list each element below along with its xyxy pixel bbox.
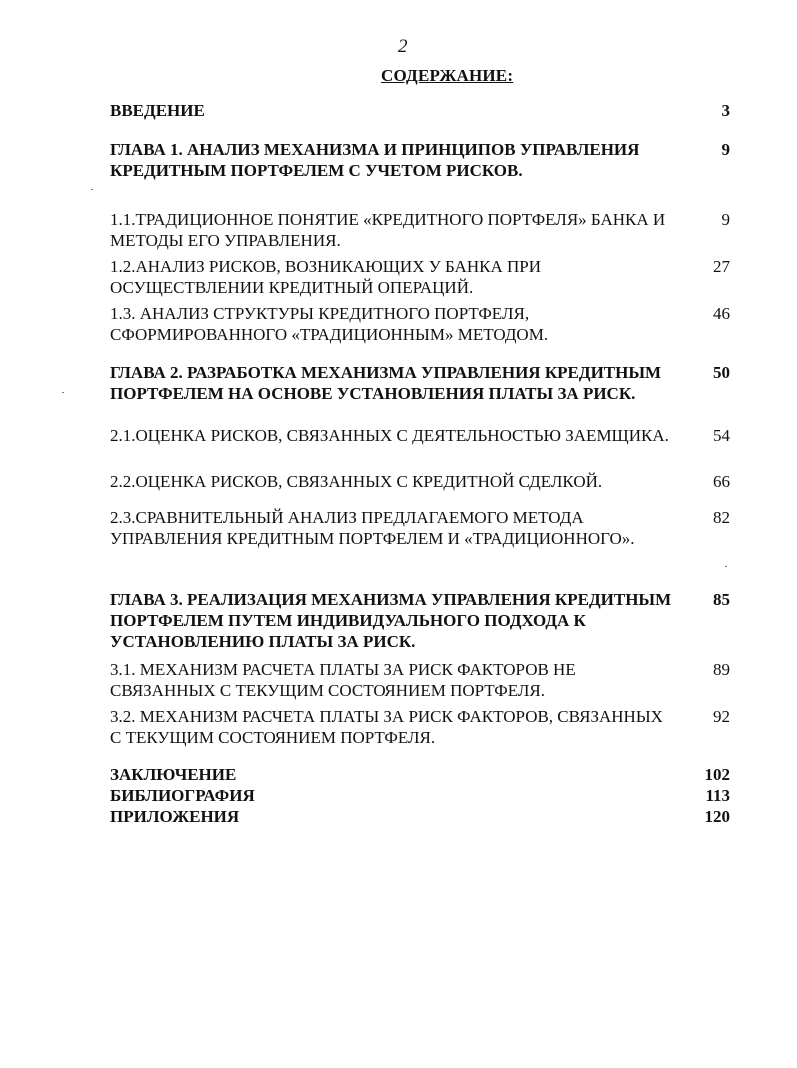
toc-entry-page: 120 (704, 807, 730, 826)
toc-entry-text: 1.3. АНАЛИЗ СТРУКТУРЫ КРЕДИТНОГО ПОРТФЕЛЯ, СФОРМИРОВАННОГО «ТРАДИЦИОННЫМ» МЕТОДОМ. (110, 304, 549, 344)
toc-entry-page: 82 (713, 508, 730, 527)
toc-entry-text: ЗАКЛЮЧЕНИЕ (110, 765, 237, 784)
scan-speck (725, 566, 727, 567)
toc-entry-text: 2.2.ОЦЕНКА РИСКОВ, СВЯЗАННЫХ С КРЕДИТНОЙ СДЕЛКОЙ. (110, 472, 603, 491)
toc-entry-text: 1.1.ТРАДИЦИОННОЕ ПОНЯТИЕ «КРЕДИТНОГО ПОРТФЕЛЯ» БАНКА И МЕТОДЫ ЕГО УПРАВЛЕНИЯ. (110, 210, 666, 250)
toc-entry-page: 9 (721, 210, 730, 229)
toc-entry-page: 92 (713, 707, 730, 726)
scan-speck (62, 392, 64, 393)
toc-entry-page: 89 (713, 660, 730, 679)
toc-entry-text: 1.2.АНАЛИЗ РИСКОВ, ВОЗНИКАЮЩИХ У БАНКА ПРИ ОСУЩЕСТВЛЕНИИ КРЕДИТНЫЙ ОПЕРАЦИЙ. (110, 257, 541, 297)
toc-entry-page: 27 (713, 257, 730, 276)
toc-entry-text: ВВЕДЕНИЕ (110, 101, 205, 120)
toc-entry-text: 2.1.ОЦЕНКА РИСКОВ, СВЯЗАННЫХ С ДЕЯТЕЛЬНОСТЬЮ ЗАЕМЩИКА. (110, 426, 669, 445)
toc-entry-page: 54 (713, 426, 730, 445)
scan-speck (91, 189, 93, 190)
toc-entry-page: 66 (713, 472, 730, 491)
toc-entry-page: 102 (704, 765, 730, 784)
toc-entry-text: 3.2. МЕХАНИЗМ РАСЧЕТА ПЛАТЫ ЗА РИСК ФАКТОРОВ, СВЯЗАННЫХ С ТЕКУЩИМ СОСТОЯНИЕМ ПОРТФЕЛЯ. (110, 707, 663, 747)
toc-entry-page: 85 (713, 590, 730, 609)
toc-entry-page: 113 (705, 786, 730, 805)
toc-entry-text: ПРИЛОЖЕНИЯ (110, 807, 240, 826)
toc-entry-page: 3 (721, 101, 730, 120)
toc-entry-text: ГЛАВА 3. РЕАЛИЗАЦИЯ МЕХАНИЗМА УПРАВЛЕНИЯ КРЕДИТНЫМ ПОРТФЕЛЕМ ПУТЕМ ИНДИВИДУАЛЬНОГО ПОДХОДА К УСТАНОВЛЕНИЮ ПЛАТЫ ЗА РИСК. (110, 590, 672, 651)
toc-entry-page: 50 (713, 363, 730, 382)
page-number: 2 (398, 36, 408, 57)
toc-entry-text: ГЛАВА 2. РАЗРАБОТКА МЕХАНИЗМА УПРАВЛЕНИЯ КРЕДИТНЫМ ПОРТФЕЛЕМ НА ОСНОВЕ УСТАНОВЛЕНИЯ ПЛАТЫ ЗА РИСК. (110, 363, 662, 403)
toc-entry-page: 46 (713, 304, 730, 323)
toc-title: СОДЕРЖАНИЕ: (381, 66, 514, 85)
toc-entry-text: 2.3.СРАВНИТЕЛЬНЫЙ АНАЛИЗ ПРЕДЛАГАЕМОГО МЕТОДА УПРАВЛЕНИЯ КРЕДИТНЫМ ПОРТФЕЛЕМ И «ТРАДИЦИОННОГО». (110, 508, 635, 548)
toc-entry-text: 3.1. МЕХАНИЗМ РАСЧЕТА ПЛАТЫ ЗА РИСК ФАКТОРОВ НЕ СВЯЗАННЫХ С ТЕКУЩИМ СОСТОЯНИЕМ ПОРТФЕЛЯ. (110, 660, 576, 700)
toc-entry-text: ГЛАВА 1. АНАЛИЗ МЕХАНИЗМА И ПРИНЦИПОВ УПРАВЛЕНИЯ КРЕДИТНЫМ ПОРТФЕЛЕМ С УЧЕТОМ РИСКОВ. (110, 140, 640, 180)
toc-entry-text: БИБЛИОГРАФИЯ (110, 786, 255, 805)
toc-entry-page: 9 (721, 140, 730, 159)
